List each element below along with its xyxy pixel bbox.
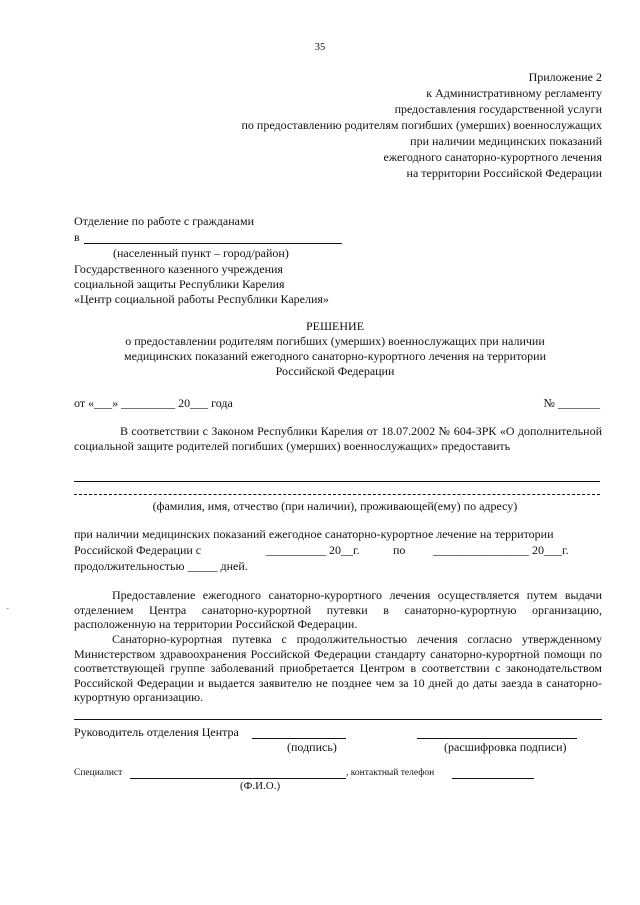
duration-line: продолжительностью _____ дней. bbox=[74, 559, 248, 573]
paragraph-voucher: Санаторно-курортная путевка с продолжительностью лечения согласно утвержденному Министерством здравоохранения Российской Федерации стандарту санаторно-курортной помощи по соответствующей группе заболеваний приобретается Центром в соответствии с законодательством Российской Федерации и выдается заявителю не позднее чем за 10 дней до даты заезда в санаторно-курортную организацию. bbox=[74, 632, 602, 705]
appendix-line: на территории Российской Федерации bbox=[406, 166, 602, 180]
appendix-line: Приложение 2 bbox=[528, 70, 602, 84]
decision-subtitle: Российской Федерации bbox=[275, 364, 395, 378]
decision-subtitle: медицинских показаний ежегодного санаторно-курортного лечения на территории bbox=[123, 349, 546, 363]
appendix-line: по предоставлению родителям погибших (умерших) военнослужащих bbox=[241, 118, 602, 132]
prefix-v: в bbox=[74, 230, 80, 244]
medical-line-part: __________ 20__г. bbox=[266, 543, 360, 557]
signature-line bbox=[252, 738, 346, 739]
org-line: «Центр социальной работы Республики Карелия» bbox=[74, 292, 329, 306]
divider bbox=[74, 719, 602, 720]
decision-subtitle: о предоставлении родителям погибших (умерших) военнослужащих при наличии bbox=[125, 334, 545, 348]
org-line: социальной защиты Республики Карелия bbox=[74, 277, 285, 291]
fio-caption: (Ф.И.О.) bbox=[240, 780, 281, 792]
appendix-line: ежегодного санаторно-курортного лечения bbox=[383, 150, 602, 164]
name-caption: (фамилия, имя, отчество (при наличии), проживающей(ему) по адресу) bbox=[152, 499, 518, 513]
appendix-line: при наличии медицинских показаний bbox=[410, 134, 602, 148]
medical-line-part: ________________ 20___г. bbox=[433, 543, 569, 557]
head-label: Руководитель отделения Центра bbox=[74, 725, 239, 739]
specialist-label: Специалист bbox=[74, 768, 123, 778]
decoding-caption: (расшифровка подписи) bbox=[444, 740, 567, 754]
decision-number: № _______ bbox=[543, 396, 600, 410]
medical-line-part: Российской Федерации с bbox=[74, 543, 202, 557]
decoding-line bbox=[417, 738, 577, 739]
appendix-line: предоставления государственной услуги bbox=[394, 102, 602, 116]
org-line: Государственного казенного учреждения bbox=[74, 262, 283, 276]
paragraph-provision: Предоставление ежегодного санаторно-курортного лечения осуществляется путем выдачи отделением Центра санаторно-курортной путевки в санаторно-курортную организацию, расположенную на территории Российской Федерации. bbox=[74, 588, 602, 632]
contact-label: , контактный телефон bbox=[346, 768, 435, 778]
department-label: Отделение по работе с гражданами bbox=[74, 214, 254, 228]
page-number: 35 bbox=[314, 42, 326, 53]
decision-date: от «___» _________ 20___ года bbox=[74, 396, 233, 410]
medical-line: при наличии медицинских показаний ежегодное санаторно-курортное лечение на территории bbox=[74, 527, 554, 541]
locality-line bbox=[84, 243, 342, 244]
margin-mark: - bbox=[6, 603, 9, 613]
medical-line-part: по bbox=[393, 543, 406, 557]
law-paragraph: В соответствии с Законом Республики Карелия от 18.07.2002 № 604-ЗРК «О дополнительной социальной защите родителей погибших (умерших) военнослужащих» предоставить bbox=[74, 424, 602, 453]
signature-caption: (подпись) bbox=[287, 740, 337, 754]
appendix-line: к Административному регламенту bbox=[426, 86, 602, 100]
name-line bbox=[74, 481, 600, 482]
phone-line bbox=[452, 778, 534, 779]
specialist-line bbox=[130, 778, 346, 779]
address-line bbox=[74, 494, 600, 495]
locality-caption: (населенный пункт – город/район) bbox=[113, 246, 289, 260]
decision-title: РЕШЕНИЕ bbox=[305, 319, 365, 333]
